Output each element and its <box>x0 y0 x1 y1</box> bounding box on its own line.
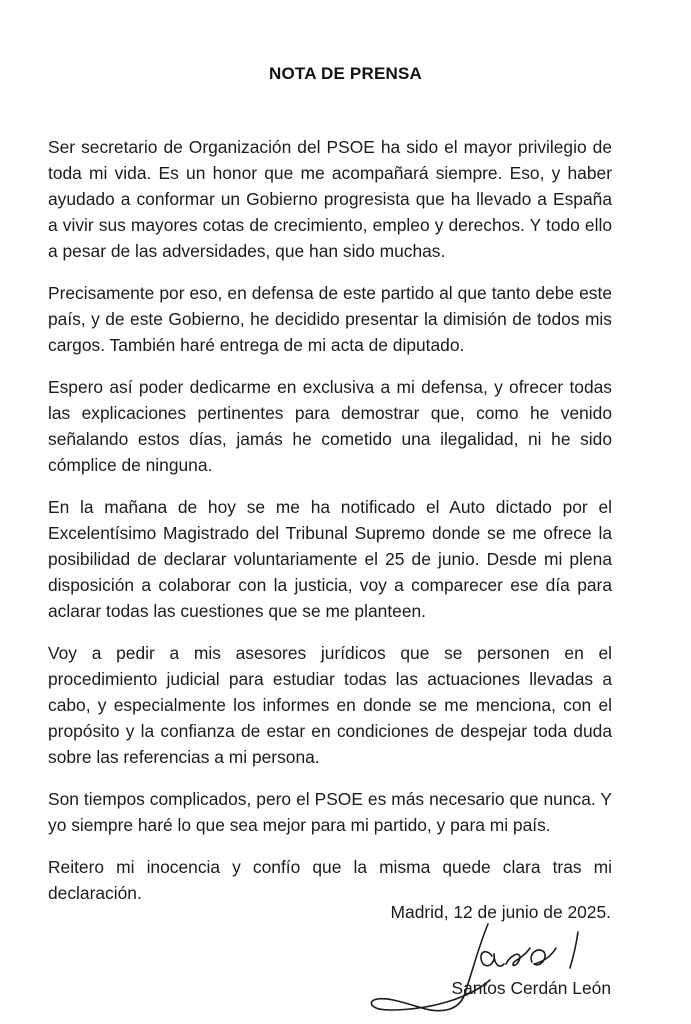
date-line: Madrid, 12 de junio de 2025. <box>390 902 611 922</box>
paragraph-2: Precisamente por eso, en defensa de este partido al que tanto debe este país, y de este Gobierno, he decidido presentar la dimisión de todos mis cargos. También haré entrega de mi acta de diputado. <box>48 283 612 355</box>
paragraph-5: Voy a pedir a mis asesores jurídicos que se personen en el procedimiento judicial para estudiar todas las actuaciones llevadas a cabo, y especialmente los informes en donde se me menciona, con el propósito y la confianza de estar en condiciones de despejar toda duda sobre las referencias a mi persona. <box>48 643 612 767</box>
paragraph-7: Reitero mi inocencia y confío que la misma quede clara tras mi declaración. <box>48 857 612 903</box>
signature-icon <box>360 918 620 1018</box>
signer-name: Santos Cerdán León <box>451 978 611 998</box>
document-body <box>48 134 612 922</box>
paragraph-6: Son tiempos complicados, pero el PSOE es más necesario que nunca. Y yo siempre haré lo que sea mejor para mi partido, y para mi país. <box>48 789 612 835</box>
document-title: NOTA DE PRENSA <box>269 64 422 83</box>
paragraph-1: Ser secretario de Organización del PSOE ha sido el mayor privilegio de toda mi vida. Es un honor que me acompañará siempre. Eso, y haber ayudado a conformar un Gobierno progresista que ha llevado a España a vivir sus mayores cotas de crecimiento, empleo y derechos. Y todo ello a pesar de las adversidades, que han sido muchas. <box>48 137 612 261</box>
paragraph-4: En la mañana de hoy se me ha notificado el Auto dictado por el Excelentísimo Magistrado del Tribunal Supremo donde se me ofrece la posibilidad de declarar voluntariamente el 25 de junio. Desde mi plena disposición a colaborar con la justicia, voy a comparecer ese día para aclarar todas las cuestiones que se me planteen. <box>48 497 612 621</box>
paragraph-3: Espero así poder dedicarme en exclusiva a mi defensa, y ofrecer todas las explicaciones pertinentes para demostrar que, como he venido señalando estos días, jamás he cometido una ilegalidad, ni he sido cómplice de ninguna. <box>48 377 612 475</box>
